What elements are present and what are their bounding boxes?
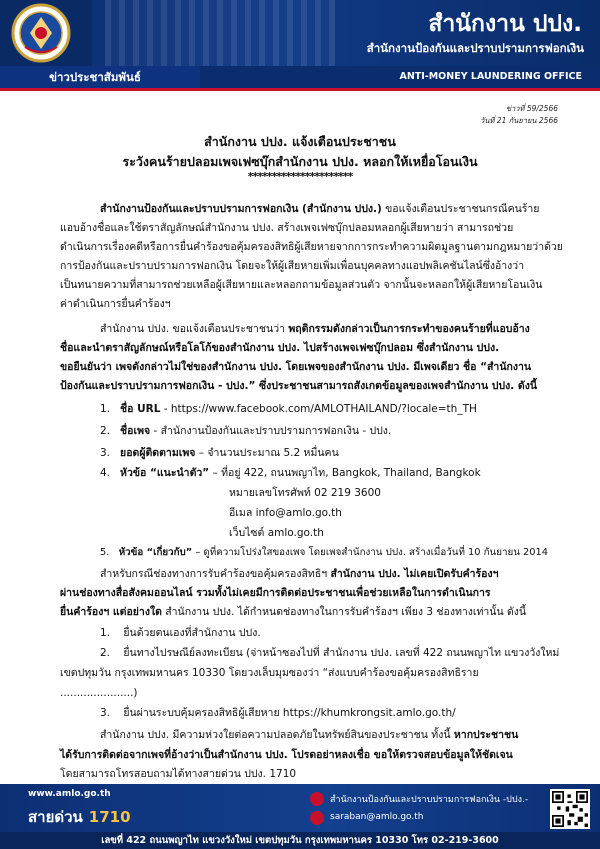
header-subtitle: สำนักงานป้องกันและปราบปรามการฟอกเงิน [366,41,584,55]
info-item-1: 1. ชื่อ URL - https://www.facebook.com/AMLOTHAILAND/?locale=th_TH [100,403,477,415]
page-header [0,0,600,92]
para1-line5: เป็นทนายความที่สามารถช่วยเหลือผู้เสียหายและหลอกถามข้อมูลส่วนตัว จากนั้นจะหลอกให้ผู้เสียหายโอนเงิน [60,279,543,291]
para1-lead: สำนักงานป้องกันและปราบปรามการฟอกเงิน (สำนักงาน ปปง.) [100,203,382,215]
para4-line2: ได้รับการติดต่อจากเพจที่อ้างว่าเป็นสำนักงาน ปปง. โปรดอย่าหลงเชื่อ ขอให้ตรวจสอบข้อมูลให้ชัดเจน [60,749,513,761]
amlo-seal-icon [11,3,71,63]
channel-3: 3. ยื่นผ่านระบบคุ้มครองสิทธิผู้เสียหาย https://khumkrongsit.amlo.go.th/ [100,707,456,719]
footer-email: saraban@amlo.go.th [330,812,424,822]
contact-website: เว็บไซต์ amlo.go.th [229,527,324,539]
para1-line6: ค่าดำเนินการยื่นคำร้องฯ [60,298,171,310]
title-separator: ********************** [247,170,353,183]
channel-2-line3: ......................) [60,687,138,699]
footer-office-name: สำนักงานป้องกันและปราบปรามการฟอกเงิน -ปปง.- [330,795,529,805]
facebook-url: - https://www.facebook.com/AMLOTHAILAND/?locale=th_TH [160,403,477,415]
header-title: สำนักงาน ปปง. [428,11,582,37]
para1-line1: สำนักงานป้องกันและปราบปรามการฟอกเงิน (สำนักงาน ปปง.) ขอแจ้งเตือนประชาชนกรณีคนร้าย [100,203,540,215]
info-item-5: 5. หัวข้อ “เกี่ยวกับ” – ดูที่ความโปร่งใสของเพจ โดยเพจสำนักงาน ปปง. สร้างเมื่อวันที่ 10 กันยายน 2014 [100,547,548,558]
news-tab-label: ข่าวประชาสัมพันธ์ [49,70,141,84]
logo-area [0,0,92,66]
para2-line3: ขอยืนยันว่า เพจดังกล่าวไม่ใช่ของสำนักงาน ปปง. โดยเพจของสำนักงาน ปปง. มีเพจเดียว ชื่อ “สำนักงาน [60,361,532,373]
channel-2-line2: เขตปทุมวัน กรุงเทพมหานคร 10330 โดยวงเล็บมุมซองว่า “ส่งแบบคำร้องขอคุ้มครองสิทธิราย [60,667,479,679]
para3-line2: ผ่านช่องทางสื่อสังคมออนไลน์ รวมทั้งไม่เคยมีการติดต่อประชาชนเพื่อช่วยเหลือในการดำเนินการ [60,587,491,599]
footer-hotline: สายด่วน 1710 [28,808,131,826]
footer-address: เลขที่ 422 ถนนพญาไท แขวงวังใหม่ เขตปทุมวัน กรุงเทพมหานคร 10330 โทร 02-219-3600 [101,835,499,846]
news-date: วันที่ 21 กันยายน 2566 [480,116,558,125]
para1-line4: การป้องกันและปราบปรามการฟอกเงิน โดยจะให้ผู้เสียหายเพิ่มเพื่อนบุคคลทางแอปพลิเคชันไลน์ซึ่งอ้างว่า [60,260,525,272]
info-item-4: 4. หัวข้อ “แนะนำตัว” – ที่อยู่ 422, ถนนพญาไท, Bangkok, Thailand, Bangkok [100,467,481,479]
info-item-3: 3. ยอดผู้ติดตามเพจ – จำนวนประมาณ 5.2 หมื่นคน [100,447,339,459]
para1-line3: ดำเนินการเรื่องคดีหรือการยื่นคำร้องขอคุ้มครองสิทธิผู้เสียหายจากการกระทำความผิดมูลฐานตามกฎหมายว่าด้วย [60,241,563,253]
qr-code-icon [550,789,590,829]
english-office-name: ANTI-MONEY LAUNDERING OFFICE [399,71,582,82]
news-title-line1: สำนักงาน ปปง. แจ้งเตือนประชาชน [204,134,396,149]
para2-line2: ชื่อและนำตราสัญลักษณ์หรือโลโก้ของสำนักงาน ปปง. ไปสร้างเพจเฟซบุ๊กปลอม ซึ่งสำนักงาน ปปง. [60,342,500,354]
para3-line3: ยื่นคำร้องฯ แต่อย่างใด สำนักงาน ปปง. ได้กำหนดช่องทางในการรับคำร้องฯ เพียง 3 ช่องทางเท่านั้น ดังนี้ [60,606,527,618]
news-meta [480,103,558,127]
para4-line1: สำนักงาน ปปง. มีความห่วงใยต่อความปลอดภัยในทรัพย์สินของประชาชน ทั้งนี้ หากประชาชน [100,729,519,741]
header-building-image [105,0,335,66]
header-divider [0,88,600,91]
para4-line3: โดยสามารถโทรสอบถามได้ทางสายด่วน ปปง. 1710 [60,768,297,780]
para3-line1: สำหรับกรณีช่องทางการรับคำร้องขอคุ้มครองสิทธิฯ สำนักงาน ปปง. ไม่เคยเปิดรับคำร้องฯ [100,568,499,580]
para1-line2: แอบอ้างชื่อและใช้ตราสัญลักษณ์สำนักงาน ปปง. สร้างเพจเฟซบุ๊กปลอมหลอกผู้เสียหายว่า สามารถช่วย [60,222,514,234]
para2-line1: สำนักงาน ปปง. ขอแจ้งเตือนประชาชนว่า พฤติกรรมดังกล่าวเป็นการกระทำของคนร้ายที่แอบอ้าง [100,323,530,335]
channel-1: 1. ยื่นด้วยตนเองที่สำนักงาน ปปง. [100,627,261,639]
contact-email: อีเมล info@amlo.go.th [229,507,342,519]
news-number: ข่าวที่ 59/2566 [505,104,558,113]
email-icon [310,811,324,825]
contact-phone: หมายเลขโทรศัพท์ 02 219 3600 [229,487,381,499]
info-item-2: 2. ชื่อเพจ - สำนักงานป้องกันและปราบปรามการฟอกเงิน - ปปง. [100,425,392,437]
facebook-icon [310,792,324,806]
channel-2: 2. ยื่นทางไปรษณีย์ลงทะเบียน (จ่าหน้าซองไปที่ สำนักงาน ปปง. เลขที่ 422 ถนนพญาไท แขวงวังใหม่ [100,647,560,659]
para2-line4: ป้องกันและปราบปรามการฟอกเงิน - ปปง.” ซึ่งประชาชนสามารถสังเกตข้อมูลของเพจสำนักงาน ปปง. ดังนี้ [60,380,537,392]
news-title-line2: ระวังคนร้ายปลอมเพจเฟซบุ๊กสำนักงาน ปปง. หลอกให้เหยื่อโอนเงิน [122,154,478,169]
footer-website: www.amlo.go.th [28,789,111,799]
